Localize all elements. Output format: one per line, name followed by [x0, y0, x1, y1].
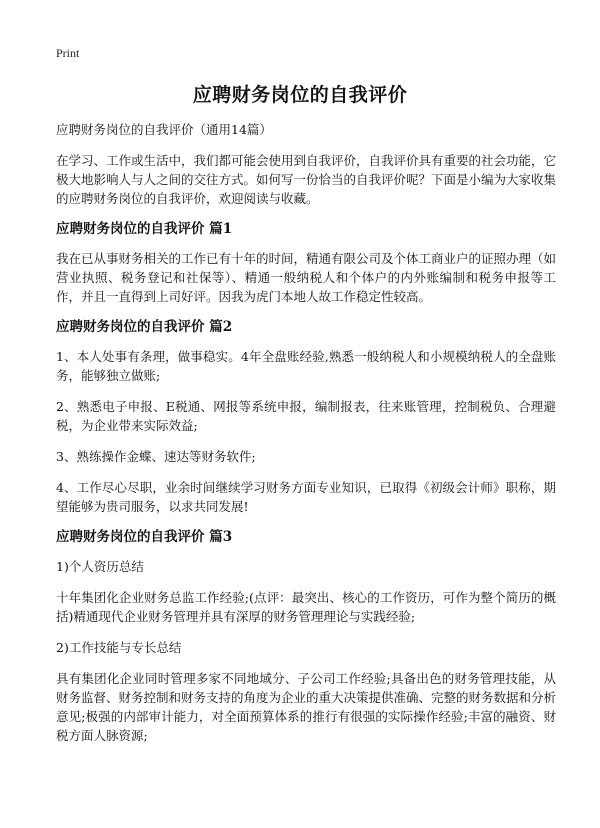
- section-heading-3: 应聘财务岗位的自我评价 篇3: [56, 529, 233, 545]
- page-title: 应聘财务岗位的自我评价: [192, 84, 408, 106]
- section-3-subheading: 2)工作技能与专长总结: [56, 640, 182, 655]
- section-3-subheading: 1)个人资历总结: [56, 559, 144, 574]
- section-heading-1: 应聘财务岗位的自我评价 篇1: [56, 221, 233, 237]
- section-2-item: 1、本人处事有条理，做事稳实。4年全盘账经验,熟悉一般纳税人和小规模纳税人的全盘账务，能够独立做账;: [56, 349, 556, 383]
- document-subtitle: 应聘财务岗位的自我评价（通用14篇）: [56, 122, 272, 137]
- document-body: [56, 120, 556, 757]
- section-3-paragraph: 十年集团化企业财务总监工作经验;(点评：最突出、核心的工作资历，可作为整个简历的概括)精通现代企业财务管理并具有深厚的财务管理理论与实践经验;: [56, 590, 556, 624]
- section-2-item: 3、熟练操作金蝶、速达等财务软件;: [56, 449, 256, 464]
- intro-paragraph: 在学习、工作或生活中，我们都可能会使用到自我评价，自我评价具有重要的社会功能，它极大地影响人与人之间的交往方式。如何写一份恰当的自我评价呢？下面是小编为大家收集的应聘财务岗位的自我评价，欢迎阅读与收藏。: [56, 153, 557, 206]
- section-heading-2: 应聘财务岗位的自我评价 篇2: [56, 319, 233, 335]
- section-2-item: 2、熟悉电子申报、E税通、网报等系统申报，编制报表，往来账管理，控制税负、合理避税，为企业带来实际效益;: [56, 399, 556, 433]
- section-1-paragraph: 我在已从事财务相关的工作已有十年的时间，精通有限公司及个体工商业户的证照办理（如营业执照、税务登记和社保等）、精通一般纳税人和个体户的内外账编制和税务申报等工作，并且一直得到上司好评。因我为虎门本地人故工作稳定性较高。: [56, 251, 557, 304]
- section-3-paragraph: 具有集团化企业同时管理多家不同地域分、子公司工作经验;具备出色的财务管理技能，从财务监督、财务控制和财务支持的角度为企业的重大决策提供准确、完整的财务数据和分析意见;极强的内部审计能力，对全面预算体系的推行有很强的实际操作经验;丰富的融资、财税方面人脉资源;: [56, 671, 557, 743]
- print-link[interactable]: Print: [56, 46, 80, 60]
- section-2-item: 4、工作尽心尽职，业余时间继续学习财务方面专业知识，已取得《初级会计师》职称，期望能够为贵司服务，以求共同发展!: [56, 480, 556, 514]
